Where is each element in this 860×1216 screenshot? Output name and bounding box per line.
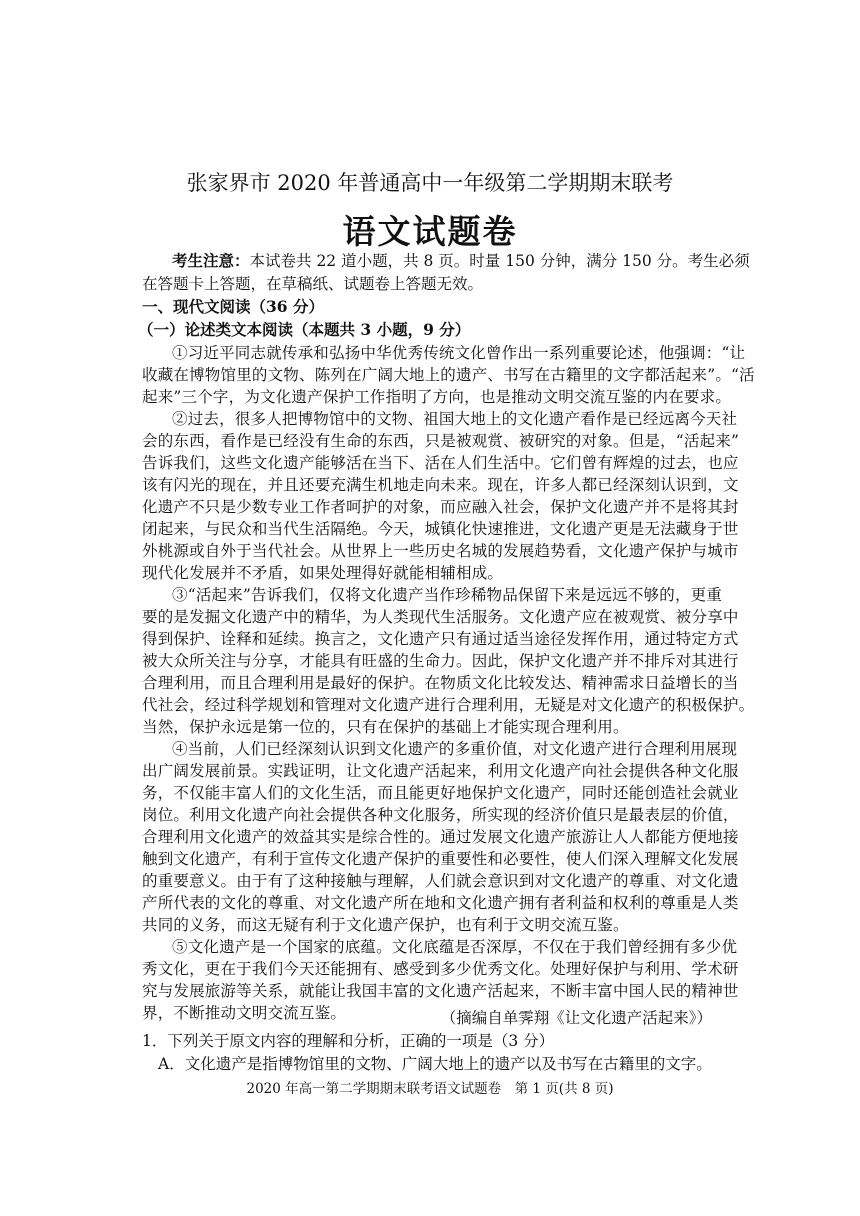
passage-line: 合理利用，而且合理利用是最好的保护。在物质文化比较发达、精神需求日益增长的当 [142,674,739,692]
passage-line: 得到保护、诠释和延续。换言之，文化遗产只有通过适当途径发挥作用，通过特定方式 [142,630,739,648]
passage-line: ①习近平同志就传承和弘扬中华优秀传统文化曾作出一系列重要论述，他强调：“让 [172,344,746,362]
notice-text-1: 本试卷共 22 道小题，共 8 页。时量 150 分钟，满分 150 分。考生必须 [249,252,750,270]
passage-line: ③“活起来”告诉我们，仅将文化遗产当作珍稀物品保留下来是远远不够的，更重 [172,586,723,604]
passage-line: 究与发展旅游等关系，就能让我国丰富的文化遗产活起来，不断丰富中国人民的精神世 [142,982,739,1000]
passage-line: 岗位。利用文化遗产向社会提供各种文化服务，所实现的经济价值只是最表层的价值， [142,806,739,824]
paper-title: 语文试题卷 [342,212,518,251]
passage-line: 外桃源或自外于当代社会。从世界上一些历史名城的发展趋势看，文化遗产保护与城市 [142,542,739,560]
question-1-option-a: A．文化遗产是指博物馆里的文物、广阔大地上的遗产以及书写在古籍里的文字。 [158,1055,712,1073]
passage-line: 合理利用文化遗产的效益其实是综合性的。通过发展文化遗产旅游让人人都能方便地接 [142,828,739,846]
passage-line: ②过去，很多人把博物馆中的文物、祖国大地上的文化遗产看作是已经远离今天社 [172,410,738,428]
passage-line: 告诉我们，这些文化遗产能够活在当下、活在人们生活中。它们曾有辉煌的过去，也应 [142,454,739,472]
section-heading-1-1: （一）论述类文本阅读（本题共 3 小题，9 分） [138,320,471,339]
page-footer: 2020 年高一第二学期期末联考语文试题卷 第 1 页(共 8 页) [246,1081,614,1097]
passage-source: （摘编自单霁翔《让文化遗产活起来》） [440,1009,712,1027]
passage-line: 收藏在博物馆里的文物、陈列在广阔大地上的遗产、书写在古籍里的文字都活起来”。“活 [142,366,755,384]
notice-label: 考生注意： [172,251,250,270]
passage-line: 秀文化，更在于我们今天还能拥有、感受到多少优秀文化。处理好保护与利用、学术研 [142,960,739,978]
passage-line: 起来”三个字，为文化遗产保护工作指明了方向，也是推动文明交流互鉴的内在要求。 [142,388,732,406]
passage-line: 的重要意义。由于有了这种接触与理解，人们就会意识到对文化遗产的尊重、对文化遗 [142,872,739,890]
question-1-stem: 1．下列关于原文内容的理解和分析，正确的一项是（3 分） [142,1032,555,1050]
passage-line: ⑤文化遗产是一个国家的底蕴。文化底蕴是否深厚，不仅在于我们曾经拥有多少优 [172,938,738,956]
passage-line: 产所代表的文化的尊重、对文化遗产所在地和文化遗产拥有者利益和权利的尊重是人类 [142,894,739,912]
passage-line: 务，不仅能丰富人们的文化生活，而且能更好地保护文化遗产，同时还能创造社会就业 [142,784,739,802]
notice-line-1 [172,250,750,272]
passage-line: 代社会，经过科学规划和管理对文化遗产进行合理利用，无疑是对文化遗产的积极保护。 [142,696,755,714]
passage-line: 会的东西，看作是已经没有生命的东西，只是被观赏、被研究的对象。但是，“活起来” [142,432,740,450]
passage-line: 界，不断推动文明交流互鉴。 [142,1004,347,1022]
passage-line: 该有闪光的现在，并且还要充满生机地走向未来。现在，许多人都已经深刻认识到，文 [142,476,739,494]
passage-line: 出广阔发展前景。实践证明，让文化遗产活起来，利用文化遗产向社会提供各种文化服 [142,762,739,780]
passage-line: 触到文化遗产，有利于宣传文化遗产保护的重要性和必要性，使人们深入理解文化发展 [142,850,739,868]
passage-line: ④当前，人们已经深刻认识到文化遗产的多重价值，对文化遗产进行合理利用展现 [172,740,738,758]
exam-title: 张家界市 2020 年普通高中一年级第二学期期末联考 [186,171,674,195]
passage-line: 共同的义务，而这无疑有利于文化遗产保护，也有利于文明交流互鉴。 [142,916,629,934]
passage-line: 要的是发掘文化遗产中的精华，为人类现代生活服务。文化遗产应在被观赏、被分享中 [142,608,739,626]
passage-line: 闭起来，与民众和当代生活隔绝。今天，城镇化快速推进，文化遗产更是无法藏身于世 [142,520,739,538]
section-heading-1: 一、现代文阅读（36 分） [142,297,324,316]
passage-line: 化遗产不只是少数专业工作者呵护的对象，而应融入社会，保护文化遗产并不是将其封 [142,498,739,516]
passage-line: 被大众所关注与分享，才能具有旺盛的生命力。因此，保护文化遗产并不排斥对其进行 [142,652,739,670]
notice-line-2: 在答题卡上答题，在草稿纸、试题卷上答题无效。 [142,275,484,293]
passage-line: 现代化发展并不矛盾，如果处理得好就能相辅相成。 [142,564,504,582]
passage-line: 当然，保护永远是第一位的，只有在保护的基础上才能实现合理利用。 [142,718,629,736]
